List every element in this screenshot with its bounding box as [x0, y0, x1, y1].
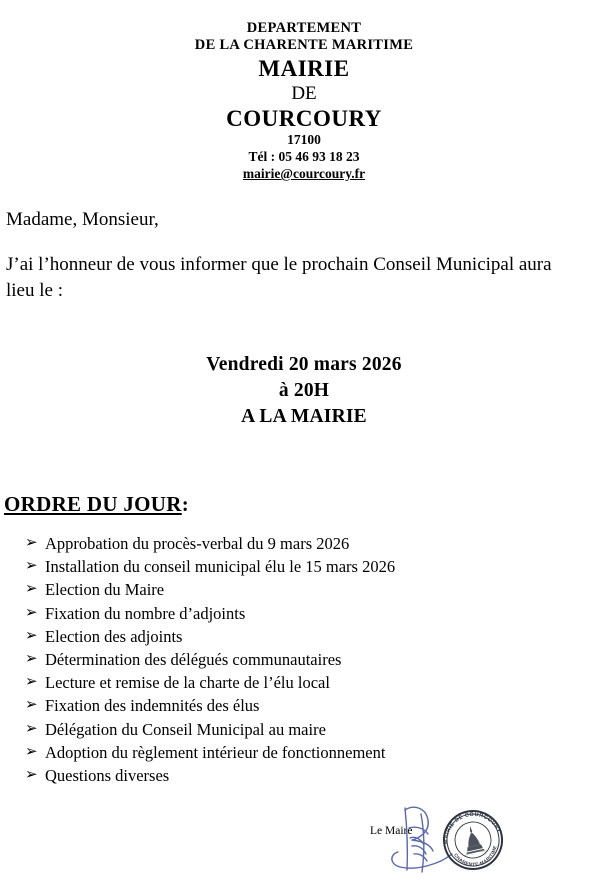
signature-label: Le Maire [370, 825, 413, 837]
department-line-1: DEPARTEMENT [246, 20, 362, 36]
mairie-title: MAIRIE [258, 56, 350, 81]
intro-paragraph: J’ai l’honneur de vous informer que le prochain Conseil Municipal aura lieu le : [6, 254, 552, 301]
agenda-item [0, 671, 608, 694]
agenda-item [0, 648, 608, 671]
letter-body [0, 208, 608, 304]
agenda-item [0, 555, 608, 578]
arrow-bullet-icon: ➢ [25, 535, 38, 551]
salutation: Madame, Monsieur, [6, 209, 159, 230]
agenda-item [0, 532, 608, 555]
commune-name: COURCOURY [226, 106, 382, 131]
phone-number: Tél : 05 46 93 18 23 [248, 149, 360, 164]
agenda-item [0, 625, 608, 648]
official-stamp [435, 802, 511, 878]
agenda-item-label: Lecture et remise de la charte de l’élu local [45, 673, 330, 693]
agenda-item-label: Délégation du Conseil Municipal au maire [45, 719, 326, 739]
arrow-bullet-icon: ➢ [25, 581, 38, 598]
email-line [0, 165, 608, 183]
agenda-heading-colon: : [181, 492, 190, 516]
arrow-bullet-icon: ➢ [25, 604, 38, 621]
signature-block [360, 798, 540, 882]
stamp-top-text: MAIRIE DE COURCOURY [443, 811, 502, 845]
department-line-2: DE LA CHARENTE MARITIME [194, 37, 414, 53]
agenda-section [0, 492, 608, 787]
stamp-bottom-text: CHARENTE-MARITIME [453, 844, 498, 867]
meeting-time: à 20H [278, 380, 330, 401]
agenda-item-label: Détermination des délégués communautaires [45, 650, 342, 670]
agenda-item [0, 718, 608, 741]
agenda-item [0, 694, 608, 717]
agenda-item-label: Election du Maire [45, 580, 165, 600]
arrow-bullet-icon: ➢ [25, 720, 38, 737]
arrow-bullet-icon: ➢ [25, 558, 38, 575]
arrow-bullet-icon: ➢ [25, 627, 38, 644]
agenda-item [0, 578, 608, 601]
agenda-item-label: Questions diverses [45, 766, 170, 786]
arrow-bullet-icon: ➢ [25, 651, 38, 668]
postal-code: 17100 [287, 132, 321, 147]
agenda-item-label: Election des adjoints [45, 626, 183, 646]
agenda-item [0, 764, 608, 787]
meeting-location: A LA MAIRIE [241, 406, 367, 427]
agenda-item-label: Adoption du règlement intérieur de fonctionnement [45, 742, 386, 762]
email-link[interactable]: mairie@courcoury.fr [242, 166, 366, 181]
agenda-list [0, 532, 608, 787]
arrow-bullet-icon: ➢ [25, 743, 38, 760]
meeting-details [0, 352, 608, 430]
arrow-bullet-icon: ➢ [25, 697, 38, 714]
mairie-de-word: DE [291, 83, 317, 104]
meeting-date: Vendredi 20 mars 2026 [206, 354, 402, 375]
arrow-bullet-icon: ➢ [25, 674, 38, 691]
agenda-item-label: Fixation des indemnités des élus [45, 696, 260, 716]
arrow-bullet-icon: ➢ [25, 767, 38, 784]
agenda-item-label: Fixation du nombre d’adjoints [45, 603, 246, 623]
letterhead [0, 0, 608, 183]
agenda-heading [0, 492, 608, 517]
agenda-item [0, 741, 608, 764]
agenda-item-label: Installation du conseil municipal élu le 15 mars 2026 [45, 557, 396, 577]
agenda-item [0, 602, 608, 625]
agenda-heading-text: ORDRE DU JOUR [4, 492, 182, 516]
agenda-item-label: Approbation du procès-verbal du 9 mars 2026 [45, 534, 350, 553]
